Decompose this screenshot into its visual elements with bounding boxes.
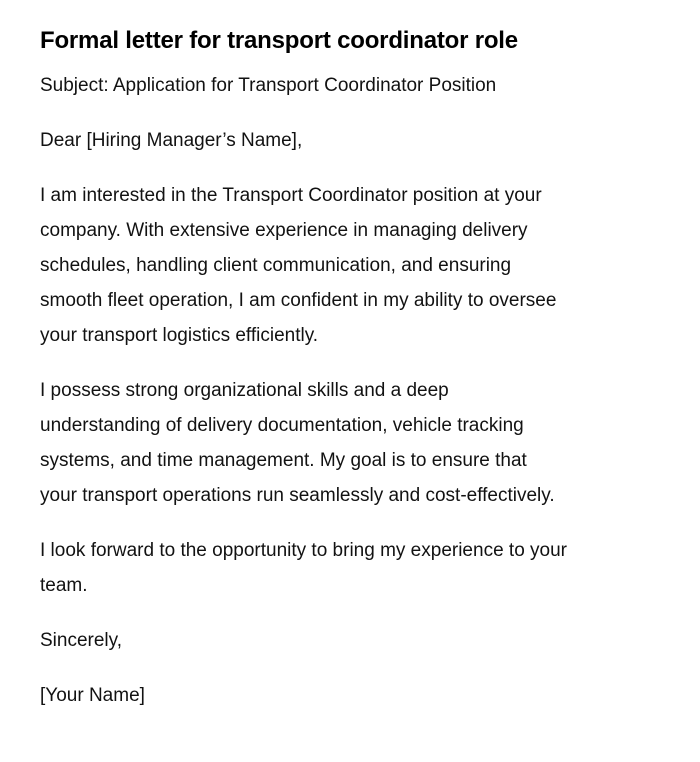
paragraph-1-line: I am interested in the Transport Coordinator position at your xyxy=(40,185,542,206)
paragraph-2-line: your transport operations run seamlessly and cost-effectively. xyxy=(40,485,555,506)
paragraph-3-line: I look forward to the opportunity to bring my experience to your xyxy=(40,540,567,561)
paragraph-1-line: company. With extensive experience in managing delivery xyxy=(40,220,528,241)
greeting-line: Dear [Hiring Manager’s Name], xyxy=(40,130,303,151)
paragraph-2-line: I possess strong organizational skills and a deep xyxy=(40,380,449,401)
document-title: Formal letter for transport coordinator role xyxy=(40,27,518,54)
paragraph-1-line: schedules, handling client communication, and ensuring xyxy=(40,255,512,276)
subject-line: Subject: Application for Transport Coordinator Position xyxy=(40,75,497,96)
body-paragraph-3 xyxy=(40,533,660,603)
closing-line: Sincerely, xyxy=(40,630,123,651)
body-paragraph-2 xyxy=(40,373,660,513)
paragraph-3-line: team. xyxy=(40,575,88,596)
signature-placeholder: [Your Name] xyxy=(40,685,145,706)
paragraph-2-line: systems, and time management. My goal is to ensure that xyxy=(40,450,527,471)
body-paragraph-1 xyxy=(40,178,660,353)
paragraph-1-line: smooth fleet operation, I am confident in my ability to oversee xyxy=(40,290,557,311)
paragraph-1-line: your transport logistics efficiently. xyxy=(40,325,319,346)
paragraph-2-line: understanding of delivery documentation, vehicle tracking xyxy=(40,415,524,436)
